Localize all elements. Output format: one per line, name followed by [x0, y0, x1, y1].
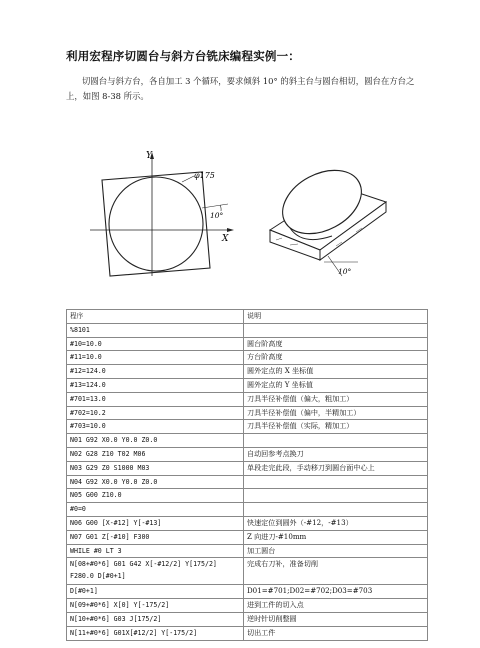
note-cell [244, 323, 428, 337]
program-line: #0=0 [70, 505, 86, 514]
table-row [67, 406, 428, 420]
program-cell [67, 337, 244, 351]
note-cell: 圆外定点的 Y 坐标值 [244, 378, 428, 392]
note-cell: 圆台阶高度 [244, 337, 428, 351]
note-cell: Z 向进刀-#10mm [244, 530, 428, 544]
table-row [67, 516, 428, 530]
header-program: 程序 [67, 310, 244, 324]
angle-label-3d: 10° [338, 267, 352, 276]
program-line: N[11+#0*6] G01X[#12/2] Y[-175/2] [70, 628, 198, 637]
note-cell: 自动回参考点换刀 [244, 447, 428, 461]
note-cell: 单段走完此段，手动移刀到圆台面中心上 [244, 461, 428, 475]
table-header-row [67, 310, 428, 324]
program-line: #701=13.0 [70, 394, 106, 403]
circle-outline [109, 177, 203, 271]
program-line: %8101 [70, 325, 90, 334]
program-line-continued: F280.0 D[#0+1] [70, 572, 126, 581]
program-line: N03 G29 Z0 S1000 M03 [70, 463, 150, 472]
table-row [67, 503, 428, 517]
program-line: #12=124.0 [70, 367, 106, 376]
note-cell: 完成右刀补，准备切削 [244, 558, 428, 585]
program-line: N01 G92 X0.0 Y0.0 Z0.0 [70, 436, 158, 445]
table-row [67, 544, 428, 558]
note-cell: 快速定位到圆外（-#12，-#13） [244, 516, 428, 530]
program-cell [67, 544, 244, 558]
program-cell [67, 351, 244, 365]
program-line: D[#0+1] [70, 587, 98, 596]
table-row [67, 351, 428, 365]
note-cell: 刀具半径补偿值（偏中，半精加工） [244, 406, 428, 420]
table-row [67, 626, 428, 640]
note-cell: 刀具半径补偿值（实际，精加工） [244, 420, 428, 434]
program-cell [67, 626, 244, 640]
table-row [67, 489, 428, 503]
program-line: WHILE #0 LT 3 [70, 546, 122, 555]
x-axis-label: X [222, 234, 229, 244]
note-cell: 切出工件 [244, 626, 428, 640]
note-cell: D01=#701;D02=#702;D03=#703 [244, 585, 428, 599]
note-cell: 方台阶高度 [244, 351, 428, 365]
table-row [67, 365, 428, 379]
program-cell [67, 599, 244, 613]
program-cell [67, 503, 244, 517]
program-line: N02 G28 Z10 T02 M06 [70, 449, 146, 458]
program-line: N06 G00 [X-#12] Y[-#13] [70, 518, 162, 527]
program-line: N07 G01 Z[-#10] F300 [70, 532, 150, 541]
y-axis-label: Y [146, 151, 152, 161]
program-cell [67, 420, 244, 434]
table-row [67, 558, 428, 585]
program-line: N05 G00 Z10.0 [70, 491, 122, 500]
program-cell [67, 461, 244, 475]
program-cell [67, 475, 244, 489]
program-line: #13=124.0 [70, 380, 106, 389]
program-line: N[08+#0*6] G01 G42 X[-#12/2] Y[175/2] [70, 560, 217, 569]
table-row [67, 475, 428, 489]
table-row [67, 530, 428, 544]
program-line: N04 G92 X0.0 Y0.0 Z0.0 [70, 477, 158, 486]
diameter-label: φ175 [194, 171, 215, 180]
program-line: N[09+#0*6] X[0] Y[-175/2] [70, 601, 170, 610]
note-cell: 刀具半径补偿值（偏大，粗加工） [244, 392, 428, 406]
table-row [67, 612, 428, 626]
program-line: N[10+#0*6] G03 J[175/2] [70, 614, 162, 623]
program-cell [67, 447, 244, 461]
program-cell [67, 558, 244, 585]
program-line: #11=10.0 [70, 353, 102, 362]
isometric-figure [262, 150, 402, 280]
program-cell [67, 516, 244, 530]
header-note: 说明 [244, 310, 428, 324]
note-cell [244, 489, 428, 503]
table-row [67, 434, 428, 448]
program-cell [67, 406, 244, 420]
table-row [67, 337, 428, 351]
program-line: #10=10.0 [70, 339, 102, 348]
program-cell [67, 365, 244, 379]
note-cell: 加工圆台 [244, 544, 428, 558]
table-row [67, 461, 428, 475]
program-line: #703=10.0 [70, 422, 106, 431]
table-row [67, 585, 428, 599]
page-title: 利用宏程序切圆台与斜方台铣床编程实例一： [66, 49, 300, 63]
note-cell [244, 503, 428, 517]
program-cell [67, 378, 244, 392]
tilted-square [102, 172, 210, 276]
table-row [67, 447, 428, 461]
program-cell [67, 489, 244, 503]
table-row [67, 599, 428, 613]
angle-label: 10° [210, 211, 224, 220]
table-row [67, 392, 428, 406]
intro-paragraph: 切圆台与斜方台，各自加工 3 个循环，要求倾斜 10° 的斜主台与圆台相切，圆台在方台之上，如图 8-38 所示。 [66, 76, 415, 101]
program-cell [67, 434, 244, 448]
table-row [67, 378, 428, 392]
program-cell [67, 392, 244, 406]
program-line: #702=10.2 [70, 408, 106, 417]
note-cell [244, 434, 428, 448]
program-cell [67, 612, 244, 626]
note-cell: 进到工件的切入点 [244, 599, 428, 613]
note-cell [244, 475, 428, 489]
note-cell: 逆时针切削整圆 [244, 612, 428, 626]
plan-view-figure [90, 148, 240, 278]
program-cell [67, 530, 244, 544]
table-row [67, 323, 428, 337]
note-cell: 圆外定点的 X 坐标值 [244, 365, 428, 379]
table-row [67, 420, 428, 434]
program-cell [67, 585, 244, 599]
program-cell [67, 323, 244, 337]
program-table [66, 309, 428, 641]
